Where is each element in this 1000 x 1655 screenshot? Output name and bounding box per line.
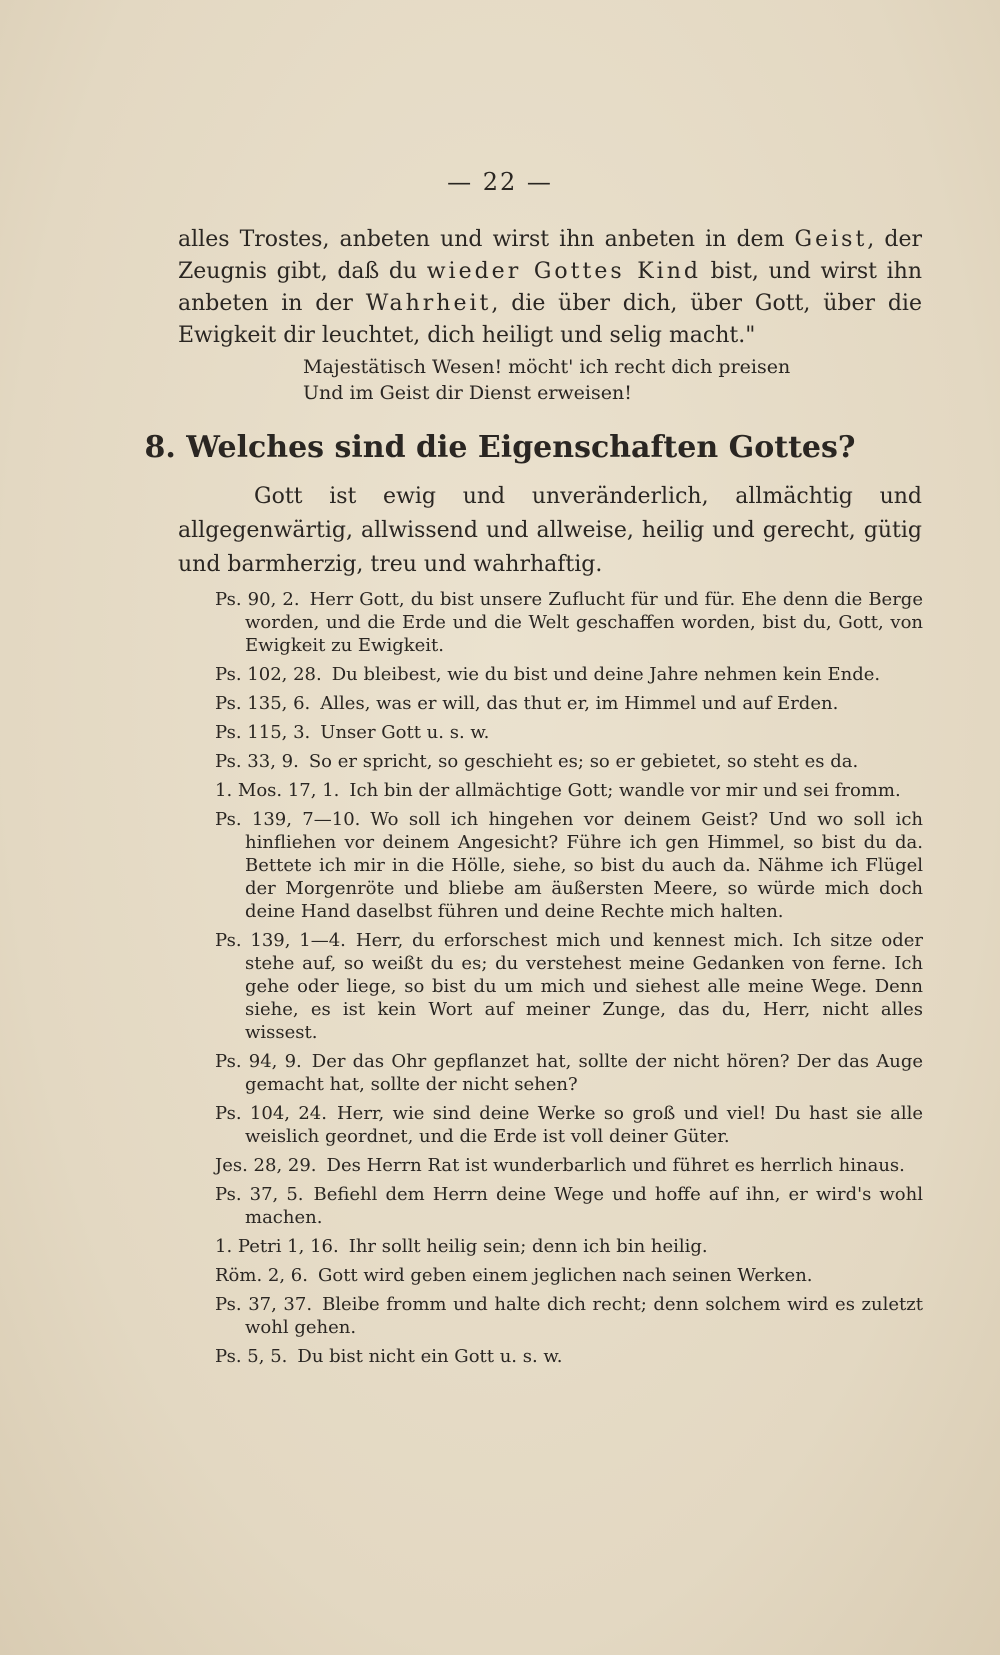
scripture-reference xyxy=(215,588,923,657)
scripture-references xyxy=(215,588,923,1374)
intro-paragraph-text xyxy=(178,224,922,352)
intro-text-part: , der Zeugnis gibt, daß du xyxy=(178,227,923,284)
reference-text: Ich bin der allmächtige Gott; wandle vor mir und sei fromm. xyxy=(349,780,901,801)
reference-citation: Ps. 33, 9. xyxy=(215,751,299,772)
scripture-reference xyxy=(215,1102,923,1148)
reference-text: Gott wird geben einem jeglichen nach seinen Werken. xyxy=(317,1265,813,1286)
scripture-reference xyxy=(215,1235,923,1258)
reference-text: Du bist nicht ein Gott u. s. w. xyxy=(297,1346,563,1367)
reference-text: Unser Gott u. s. w. xyxy=(320,722,490,743)
reference-citation: Ps. 102, 28. xyxy=(215,664,322,685)
reference-text: Des Herrn Rat ist wunderbarlich und führet es herrlich hinaus. xyxy=(326,1155,905,1176)
reference-text: Du bleibest, wie du bist und deine Jahre nehmen kein Ende. xyxy=(331,664,881,685)
reference-text: Herr Gott, du bist unsere Zuflucht für und für. Ehe denn die Berge worden, und die Erde und die Welt geschaffen worden, bist du, Gott, von Ewigkeit zu Ewigkeit. xyxy=(245,589,923,656)
hymn-verse xyxy=(303,354,863,406)
scripture-reference xyxy=(215,929,923,1044)
reference-citation: Ps. 139, 1—4. xyxy=(215,930,346,951)
scripture-reference xyxy=(215,1183,923,1229)
reference-citation: Ps. 37, 37. xyxy=(215,1294,313,1315)
scripture-reference xyxy=(215,1264,923,1287)
scripture-reference xyxy=(215,692,923,715)
reference-text: Der das Ohr gepflanzet hat, sollte der nicht hören? Der das Auge gemacht hat, sollte der nicht sehen? xyxy=(245,1051,923,1095)
page-number: — 22 — xyxy=(447,168,553,196)
answer-paragraph xyxy=(178,480,922,582)
reference-citation: Ps. 94, 9. xyxy=(215,1051,302,1072)
verse-line-1: Majestätisch Wesen! möcht' ich recht dich preisen xyxy=(303,356,791,378)
reference-text: Herr, du erforschest mich und kennest mich. Ich sitze oder stehe auf, so weißt du es; du verstehest meine Gedanken von ferne. Ich gehe oder liege, so bist du um mich und siehest alle meine Wege. Denn siehe, es ist kein Wort auf meiner Zunge, das du, Herr, nicht alles wissest. xyxy=(245,930,924,1043)
reference-citation: Ps. 37, 5. xyxy=(215,1184,304,1205)
intro-emphasis: Wahrheit xyxy=(365,291,492,316)
reference-citation: 1. Mos. 17, 1. xyxy=(215,780,340,801)
reference-citation: Jes. 28, 29. xyxy=(215,1155,317,1176)
scripture-reference xyxy=(215,808,923,923)
reference-citation: Ps. 139, 7—10. xyxy=(215,809,361,830)
reference-text: Alles, was er will, das thut er, im Himmel und auf Erden. xyxy=(320,693,839,714)
intro-text-part: , die über dich, über Gott, über die Ewigkeit dir leuchtet, dich heiligt und selig macht." xyxy=(178,291,922,348)
reference-text: Wo soll ich hingehen vor deinem Geist? Und wo soll ich hinfliehen vor deinem Angesicht? Führe ich gen Himmel, so bist du da. Bettete ich mir in die Hölle, siehe, so bist du auch da. Nähme ich Flügel der Morgenröte und bliebe am äußersten Meere, so würde mich doch deine Hand daselbst führen und deine Rechte mich halten. xyxy=(245,809,923,922)
intro-text-part: bist, und wirst ihn anbeten in der xyxy=(178,259,922,316)
reference-citation: Ps. 135, 6. xyxy=(215,693,311,714)
scripture-reference xyxy=(215,721,923,744)
verse-line-2: Und im Geist dir Dienst erweisen! xyxy=(303,382,632,404)
reference-citation: Ps. 5, 5. xyxy=(215,1346,288,1367)
scripture-reference xyxy=(215,750,923,773)
answer-text: Gott ist ewig und unveränderlich, allmächtig und allgegenwärtig, allwissend und allweise, heilig und gerecht, gütig und barmherzig, treu und wahrhaftig. xyxy=(178,484,922,577)
reference-text: Befiehl dem Herrn deine Wege und hoffe auf ihn, er wird's wohl machen. xyxy=(245,1184,923,1228)
scripture-reference xyxy=(215,779,923,802)
scripture-reference xyxy=(215,1293,923,1339)
intro-emphasis: Geist xyxy=(794,227,868,252)
reference-text: So er spricht, so geschieht es; so er gebietet, so steht es da. xyxy=(308,751,859,772)
scripture-reference xyxy=(215,1050,923,1096)
reference-citation: Ps. 104, 24. xyxy=(215,1103,327,1124)
intro-text-part: alles Trostes, anbeten und wirst ihn anbeten in dem xyxy=(178,227,795,252)
reference-text: Ihr sollt heilig sein; denn ich bin heilig. xyxy=(348,1236,708,1257)
intro-emphasis: wieder Gottes Kind xyxy=(426,259,701,284)
scripture-reference xyxy=(215,1345,923,1368)
reference-text: Bleibe fromm und halte dich recht; denn solchem wird es zuletzt wohl gehen. xyxy=(245,1294,923,1338)
scripture-reference xyxy=(215,1154,923,1177)
reference-citation: Ps. 90, 2. xyxy=(215,589,300,610)
intro-paragraph xyxy=(178,224,922,352)
reference-citation: Röm. 2, 6. xyxy=(215,1265,308,1286)
reference-citation: 1. Petri 1, 16. xyxy=(215,1236,339,1257)
question-heading: 8. Welches sind die Eigenschaften Gottes? xyxy=(144,430,856,465)
reference-text: Herr, wie sind deine Werke so groß und viel! Du hast sie alle weislich geordnet, und die Erde ist voll deiner Güter. xyxy=(245,1103,923,1147)
reference-citation: Ps. 115, 3. xyxy=(215,722,311,743)
scripture-reference xyxy=(215,663,923,686)
